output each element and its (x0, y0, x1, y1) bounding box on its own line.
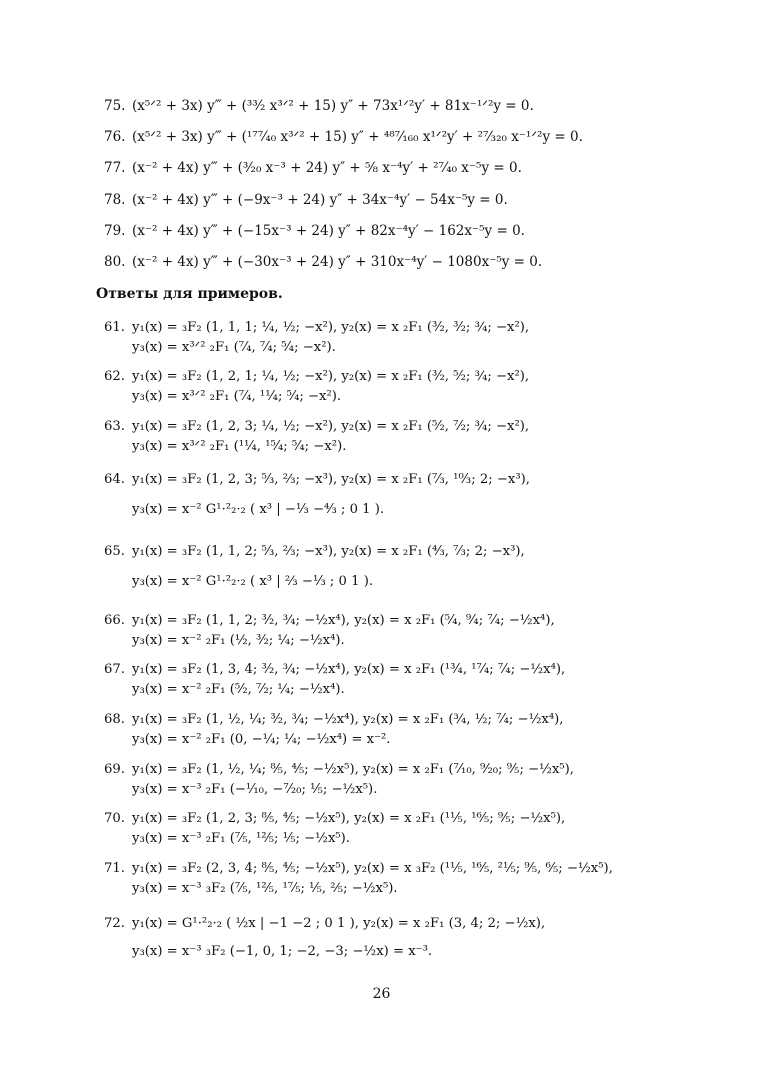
equation-text: (x⁵ᐟ² + 3x) y‴ + (³³⁄₂ x³ᐟ² + 15) y″ + 73x¹ᐟ²y′ + 81x⁻¹ᐟ²y = 0. (132, 98, 534, 114)
answer-64 (104, 470, 530, 520)
answer-62 (104, 367, 529, 407)
answer-line-1: y₁(x) = ₃F₂ (1, 1, 1; ¼, ½; −x²), y₂(x) = x ₂F₁ (³⁄₂, ³⁄₂; ¾; −x²), (132, 320, 530, 335)
answer-line-1: y₁(x) = ₃F₂ (1, 2, 3; ⁵⁄₃, ⅔; −x³), y₂(x) = x ₂F₁ (⁷⁄₃, ¹⁰⁄₃; 2; −x³), (132, 472, 530, 487)
answer-number: 72. (104, 916, 125, 931)
answer-line-2: y₃(x) = x⁻² ₂F₁ (0, −¼; ¼; −½x⁴) = x⁻². (132, 732, 391, 747)
equation-number: 78. (104, 192, 126, 208)
answer-line-2: y₃(x) = x⁻³ ₃F₂ (⁷⁄₅, ¹²⁄₅, ¹⁷⁄₅; ⅕, ⅖; −½x⁵). (132, 881, 398, 896)
answer-line-2: y₃(x) = x⁻³ ₂F₁ (−¹⁄₁₀, −⁷⁄₂₀; ⅕; −½x⁵). (132, 782, 378, 797)
equation-number: 76. (104, 129, 126, 145)
answer-line-2: y₃(x) = x³ᐟ² ₂F₁ (⁷⁄₄, ⁷⁄₄; ⁵⁄₄; −x²). (132, 340, 336, 355)
answer-line-2: y₃(x) = x⁻³ ₃F₂ (−1, 0, 1; −2, −3; −½x) = x⁻³. (132, 944, 433, 959)
answer-70 (104, 809, 565, 849)
answer-line-1: y₁(x) = ₃F₂ (1, 2, 3; ¼, ½; −x²), y₂(x) = x ₂F₁ (⁵⁄₂, ⁷⁄₂; ¾; −x²), (132, 419, 530, 434)
answer-69 (104, 760, 574, 800)
answer-line-1: y₁(x) = ₃F₂ (1, 1, 2; ⁵⁄₃, ⅔; −x³), y₂(x) = x ₂F₁ (⁴⁄₃, ⁷⁄₃; 2; −x³), (132, 544, 525, 559)
equation-number: 75. (104, 98, 126, 114)
answer-line-1: y₁(x) = ₃F₂ (1, ½, ¼; ³⁄₂, ¾; −½x⁴), y₂(x) = x ₂F₁ (¾, ½; ⁷⁄₄; −½x⁴), (132, 712, 564, 727)
answer-line-2: y₃(x) = x⁻² ₂F₁ (½, ³⁄₂; ¼; −½x⁴). (132, 633, 345, 648)
equation-text: (x⁻² + 4x) y‴ + (³⁄₂₀ x⁻³ + 24) y″ + ⁵⁄₈ x⁻⁴y′ + ²⁷⁄₄₀ x⁻⁵y = 0. (132, 160, 522, 176)
answer-line-1: y₁(x) = ₃F₂ (2, 3, 4; ⁸⁄₅, ⁴⁄₅; −½x⁵), y₂(x) = x ₃F₂ (¹¹⁄₅, ¹⁶⁄₅, ²¹⁄₅; ⁹⁄₅, ⁶⁄₅; −½x⁵), (132, 861, 613, 876)
answer-71 (104, 859, 613, 899)
equation-text: (x⁵ᐟ² + 3x) y‴ + (¹⁷⁷⁄₄₀ x³ᐟ² + 15) y″ + ⁴⁸⁷⁄₁₆₀ x¹ᐟ²y′ + ²⁷⁄₃₂₀ x⁻¹ᐟ²y = 0. (132, 129, 583, 145)
answer-66 (104, 611, 555, 651)
equation-75 (104, 98, 534, 114)
answer-61 (104, 318, 529, 358)
equation-text: (x⁻² + 4x) y‴ + (−15x⁻³ + 24) y″ + 82x⁻⁴y′ − 162x⁻⁵y = 0. (132, 223, 525, 239)
answer-number: 67. (104, 662, 125, 677)
answer-number: 65. (104, 544, 125, 559)
answer-line-2: y₃(x) = x⁻² G¹·²₂·₂ ( x³ | ⅔ −⅓ ; 0 1 ). (132, 574, 374, 589)
equation-text: (x⁻² + 4x) y‴ + (−9x⁻³ + 24) y″ + 34x⁻⁴y′ − 54x⁻⁵y = 0. (132, 192, 508, 208)
answer-number: 63. (104, 419, 125, 434)
equation-76 (104, 129, 583, 145)
answer-line-1: y₁(x) = ₃F₂ (1, 2, 3; ⁸⁄₅, ⁴⁄₅; −½x⁵), y₂(x) = x ₂F₁ (¹¹⁄₅, ¹⁶⁄₅; ⁹⁄₅; −½x⁵), (132, 811, 566, 826)
answer-line-1: y₁(x) = ₃F₂ (1, ½, ¼; ⁸⁄₅, ⁴⁄₅; −½x⁵), y₂(x) = x ₂F₁ (⁷⁄₁₀, ⁹⁄₂₀; ⁹⁄₅; −½x⁵), (132, 762, 575, 777)
answer-number: 68. (104, 712, 125, 727)
answer-number: 62. (104, 369, 125, 384)
answer-number: 61. (104, 320, 125, 335)
answer-number: 70. (104, 811, 125, 826)
answer-line-2: y₃(x) = x⁻² ₂F₁ (⁵⁄₂, ⁷⁄₂; ¼; −½x⁴). (132, 682, 345, 697)
answer-line-1: y₁(x) = G¹·²₂·₂ ( ½x | −1 −2 ; 0 1 ), y₂(x) = x ₂F₁ (3, 4; 2; −½x), (132, 916, 546, 931)
equation-80 (104, 254, 542, 270)
equation-78 (104, 192, 508, 208)
equation-number: 77. (104, 160, 126, 176)
equation-number: 80. (104, 254, 126, 270)
answer-65 (104, 542, 525, 592)
answer-number: 69. (104, 762, 125, 777)
answer-number: 66. (104, 613, 125, 628)
answer-line-1: y₁(x) = ₃F₂ (1, 1, 2; ³⁄₂, ¾; −½x⁴), y₂(x) = x ₂F₁ (⁵⁄₄, ⁹⁄₄; ⁷⁄₄; −½x⁴), (132, 613, 555, 628)
answer-line-1: y₁(x) = ₃F₂ (1, 3, 4; ³⁄₂, ¾; −½x⁴), y₂(x) = x ₂F₁ (¹³⁄₄, ¹⁷⁄₄; ⁷⁄₄; −½x⁴), (132, 662, 566, 677)
page-number: 26 (372, 986, 391, 1002)
equation-text: (x⁻² + 4x) y‴ + (−30x⁻³ + 24) y″ + 310x⁻⁴y′ − 1080x⁻⁵y = 0. (132, 254, 543, 270)
answer-line-2: y₃(x) = x³ᐟ² ₂F₁ (⁷⁄₄, ¹¹⁄₄; ⁵⁄₄; −x²). (132, 389, 342, 404)
equation-number: 79. (104, 223, 126, 239)
answer-63 (104, 417, 529, 457)
answer-67 (104, 660, 565, 700)
equation-79 (104, 223, 525, 239)
answer-68 (104, 710, 563, 750)
answer-line-2: y₃(x) = x⁻³ ₂F₁ (⁷⁄₅, ¹²⁄₅; ⅕; −½x⁵). (132, 831, 350, 846)
equation-77 (104, 160, 522, 176)
answer-72 (104, 914, 545, 962)
answer-number: 71. (104, 861, 125, 876)
answer-number: 64. (104, 472, 125, 487)
answers-heading: Ответы для примеров. (96, 286, 283, 302)
answer-line-2: y₃(x) = x⁻² G¹·²₂·₂ ( x³ | −⅓ −⁴⁄₃ ; 0 1 ). (132, 502, 385, 517)
answer-line-1: y₁(x) = ₃F₂ (1, 2, 1; ¼, ½; −x²), y₂(x) = x ₂F₁ (³⁄₂, ⁵⁄₂; ¾; −x²), (132, 369, 530, 384)
answer-line-2: y₃(x) = x³ᐟ² ₂F₁ (¹¹⁄₄, ¹⁵⁄₄; ⁵⁄₄; −x²). (132, 439, 347, 454)
